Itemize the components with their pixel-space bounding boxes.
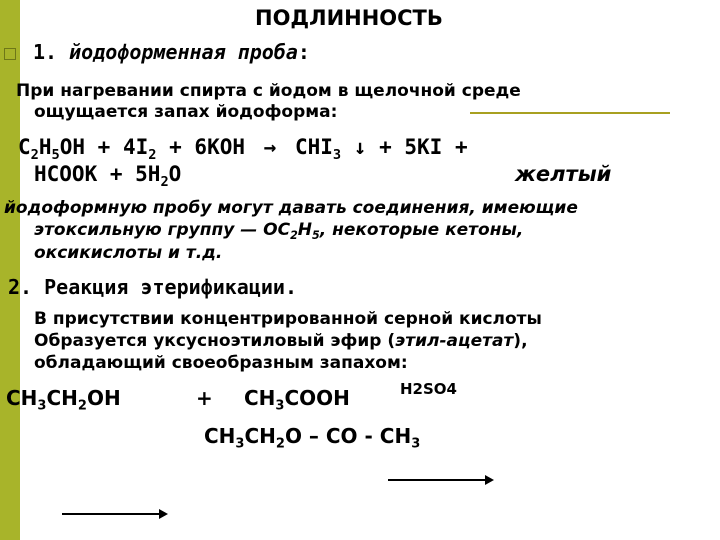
section1-text-line1: При нагревании спирта с йодом в щелочной среде — [16, 81, 521, 101]
yellow-label: желтый — [515, 162, 612, 186]
note-line1: йодоформную пробу могут давать соединения, имеющие — [4, 198, 578, 218]
ester-product: $CH_3CH_2O$ – CO - $CH_3$ — [204, 424, 421, 452]
section2-text-line1: В присутствии концентрированной серной кислоты — [34, 309, 542, 329]
note-line3: оксикислоты и т.д. — [34, 243, 223, 263]
section1-heading: 1. йодоформенная проба: — [33, 40, 310, 64]
bullet-square-icon — [4, 48, 16, 60]
ester-equation-reactant2: $CH_3COOH$ — [244, 386, 350, 414]
iodoform-equation-line2: HCOOK + $5H_2O$ — [34, 162, 182, 190]
reaction-arrow-left — [62, 513, 166, 515]
page-title: ПОДЛИННОСТЬ — [255, 6, 443, 30]
section2-text-line3: обладающий своеобразным запахом: — [34, 353, 408, 373]
note-line2: этоксильную группу — $OC_2H_5$, некоторые кетоны, — [34, 220, 524, 242]
section2-text-line2: Образуется уксусноэтиловый эфир (этил-ацетат), — [34, 331, 528, 351]
ester-equation-plus: + — [196, 386, 213, 410]
section1-text-line2: ощущается запах йодоформа: — [34, 102, 338, 122]
ester-equation-reactant1: $CH_3CH_2OH$ — [6, 386, 121, 414]
decorative-line — [470, 112, 670, 114]
iodoform-equation-line1: $C_2H_5OH + 4I_2 + 6KOH \to CHI_3$ ↓ + 5KI + — [18, 135, 468, 163]
catalyst-label: H2SO4 — [400, 380, 457, 398]
section2-heading: 2. Реакция этерификации. — [8, 275, 297, 299]
reaction-arrow-right — [388, 479, 492, 481]
